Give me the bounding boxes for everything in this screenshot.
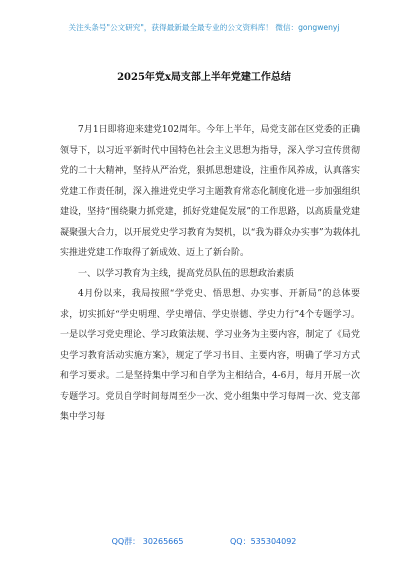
qq-group-number: QQ群： 30265665 [111, 537, 184, 546]
qq-number: QQ：535304092 [230, 537, 297, 546]
paragraph-intro: 7月1日即将迎来建党102周年。今年上半年，局党支部在区党委的正确领导下，以习近平新时代中国特色社会主义思想为指导，深入学习宣传贯彻党的二十大精神，坚持从严治党，狠抓思想建设，注重作风养成，认真落实党建工作责任制，深入推进党史学习主题教育常态化制度化进一步加强组织建设，坚持“围绕聚力抓党建，抓好党建促发展”的工作思路，以高质量党建凝聚强大合力，以开展党史学习教育为契机，以“我为群众办实事”为载体扎实推进党建工作取得了新成效、迈上了新台阶。 [60, 125, 360, 258]
document-body [60, 120, 360, 428]
section-heading: 一、以学习教育为主线，提高党员队伍的思想政治素质 [78, 268, 295, 279]
header-banner: 关注头条号"公文研究"，获得最新最全最专业的公文资料库！ 微信：gongwenyj [68, 23, 340, 32]
paragraph-study: 4月份以来，我局按照“学党史、悟思想、办实事、开新局”的总体要求，切实抓好“学史明理、学史增信、学史崇德、学史力行”4个专题学习。一是以学习党史理论、学习政策法规、学习业务为主要内容，制定了《局党史学习教育活动实施方案》，规定了学习书目、主要内容，明确了学习方式和学习要求。二是坚持集中学习和自学为主相结合，4-6月，每月开展一次专题学习。党员自学时间每周至少一次、党小组集中学习每周一次、党支部集中学习每 [60, 289, 360, 422]
document-title: 2025年党x局支部上半年党建工作总结 [117, 72, 291, 83]
footer-contact [0, 536, 408, 547]
